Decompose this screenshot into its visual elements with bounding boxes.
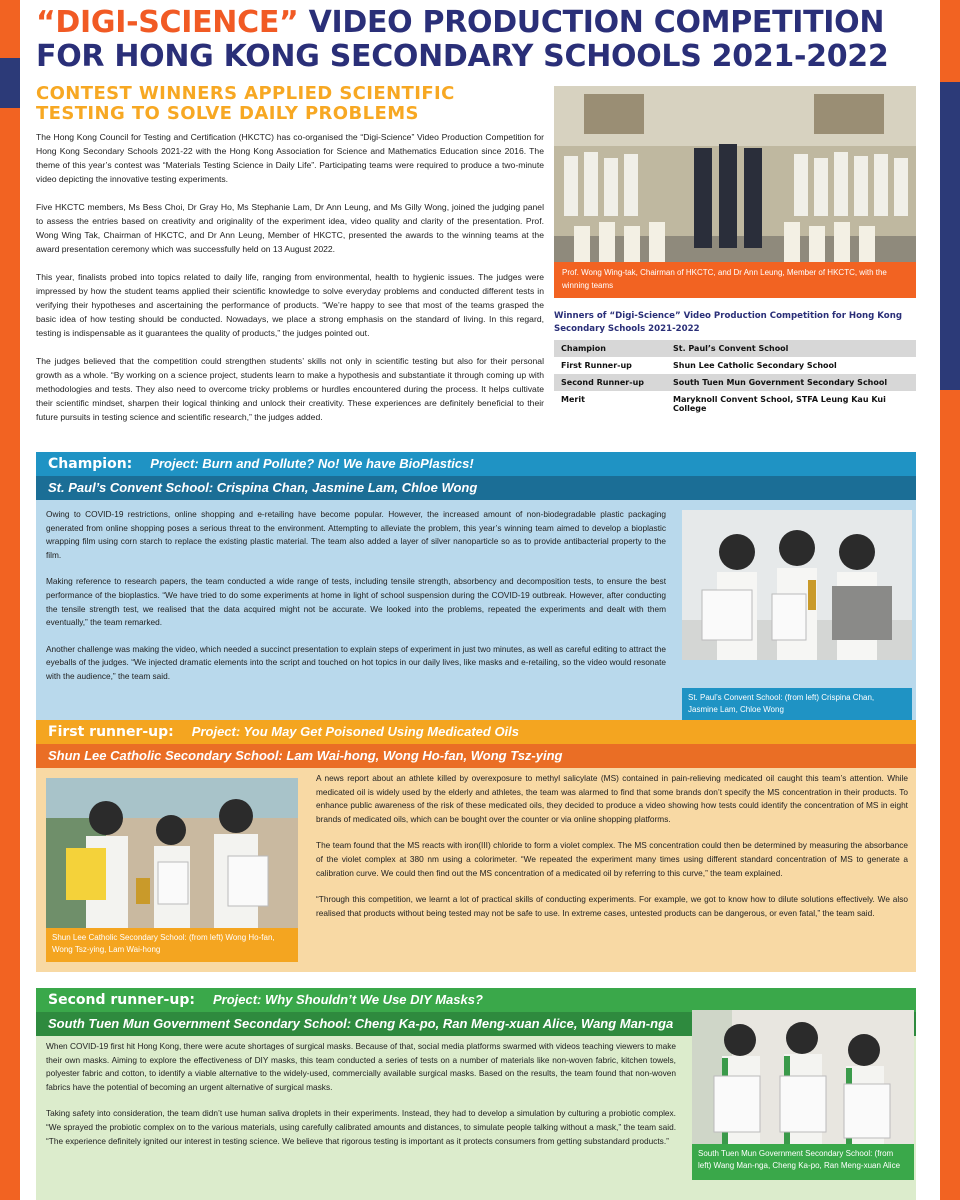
champion-photo-caption: St. Paul’s Convent School: (from left) Crispina Chan, Jasmine Lam, Chloe Wong [682,688,912,724]
award-label: First runner-up: [48,724,174,740]
intro-paragraph: The judges believed that the competition could strengthen students’ skills not only in scientific testing but also for their personal growth as a whole. “By working on a science project, students learn to make a hypothesis and substantiate it through coming up with methodologies and tests. They also need to overcome tricky problems or hurdles encountered during the process. It helps cultivate their scientific mindset, sharpen their logical thinking and unlock their creativity. These experiences are definitely beneficial to their future pursuits in testing science and scientific research,” the judges added. [36,356,544,422]
award-cell: First Runner-up [554,357,666,374]
champion-team-photo [682,510,912,660]
team-names: South Tuen Mun Government Secondary School: Cheng Ka-po, Ran Meng-xuan Alice, Wang Man-nga [36,1012,916,1036]
team-names: St. Paul’s Convent School: Crispina Chan, Jasmine Lam, Chloe Wong [36,476,916,500]
school-cell: St. Paul’s Convent School [666,340,916,357]
first-runner-up-photo-caption: Shun Lee Catholic Secondary School: (from left) Wong Ho-fan, Wong Tsz-ying, Lam Wai-hong [46,928,298,962]
project-title: Project: Why Shouldn’t We Use DIY Masks? [212,992,483,1007]
first-runner-up-section [36,720,916,972]
article-paragraph: The team found that the MS reacts with iron(III) chloride to form a violet complex. The MS concentration could then be determined by measuring the absorbance of the violet complex at 380 nm using a colorimeter. “We repeated the experiment many times using different standard concentration of MS to generate a calibration curve. We could then find out the MS concentration of a medicated oil by referring to this curve,” the team explained. [316,840,908,878]
school-cell: South Tuen Mun Government Secondary School [666,374,916,391]
school-cell: Maryknoll Convent School, STFA Leung Kau Kui College [666,391,916,417]
article-paragraph: Taking safety into consideration, the team didn’t use human saliva droplets in their experiments. Instead, they had to develop a simulation by culturing a probiotic complex. “We sprayed the probiotic complex on to the various materials, using carefully calibrated amounts and distances, to simulate people talking without a mask,” the team said. “The experience definitely ignited our interest in testing science. We believe that rigorous testing is important as it protects consumers from getting substandard products.” [46,1108,676,1146]
champion-article [46,508,666,697]
first-runner-up-header [36,720,916,744]
award-label: Second runner-up: [48,992,195,1008]
first-runner-up-body [36,768,916,972]
intro-paragraph: The Hong Kong Council for Testing and Certification (HKCTC) has co-organised the “Digi-Science” Video Production Competition for Hong Kong Secondary Schools 2021-22 with the Hong Kong Association for Science and Mathematics Education since 2016. The theme of this year’s contest was “Materials Testing Science in Daily Life”. Participating teams were required to produce a two-minute video depicting the innovative testing experiments. [36,132,544,184]
champion-header [36,452,916,476]
article-paragraph: Owing to COVID-19 restrictions, online shopping and e-retailing have become popular. However, the increased amount of non-biodegradable plastic packaging generated from online shopping poses a serious threat to the environment. Attempting to alleviate the problem, this year’s winning team aimed to develop a bioplastic wrapping film using corn starch to replace the existing plastic material. The team also added a layer of silver nanoparticle so as to provide antibacterial property to the film. [46,509,666,560]
right-edge-bar [940,0,960,1200]
article-paragraph: When COVID-19 first hit Hong Kong, there were acute shortages of surgical masks. Because of that, social media platforms swarmed with videos teaching viewers to make their own masks. Aiming to explore the effectiveness of DIY masks, this team conducted a series of tests on a number of materials like non-woven fabric, kitchen towels, polyester fabric and cotton, to identify a viable alternative to the widely-used, commercially available surgical masks. Based on the results, the team found that non-woven fabrics have the potential of becoming an urgent alternative of surgical masks. [46,1041,676,1092]
first-runner-up-article [316,772,908,933]
champion-section [36,452,916,734]
second-runner-up-team-photo [692,1010,914,1144]
second-runner-up-section [36,988,916,1200]
second-runner-up-article [46,1040,676,1161]
table-row [554,340,916,357]
team-names: Shun Lee Catholic Secondary School: Lam Wai-hong, Wong Ho-fan, Wong Tsz-ying [36,744,916,768]
award-label: Champion: [48,456,133,472]
project-title: Project: Burn and Pollute? No! We have BioPlastics! [150,456,474,471]
article-paragraph: “Through this competition, we learnt a lot of practical skills of conducting experiments. For example, we got to know how to dilute solutions effectively. We also realised that products without being tested may not be safe to use. In extreme cases, untested products can be dangerous, or even fatal,” the team said. [316,894,908,918]
project-title: Project: You May Get Poisoned Using Medicated Oils [191,724,520,739]
newsletter-page [26,0,934,1200]
article-paragraph: A news report about an athlete killed by overexposure to methyl salicylate (MS) contained in pain-relieving medicated oil caught this team’s attention. While medicated oil is widely used by the elderly and athletes, the team was alarmed to find that some brands don’t specify the MS concentration in their products. To enhance public awareness of the risk of these medicated oils, they decided to produce a video showing how tests could identify the concentration of MS in eight brands of medicated oils, which can be bought over the counter or via online shopping platforms. [316,773,908,824]
page-subtitle: CONTEST WINNERS APPLIED SCIENTIFIC TESTING TO SOLVE DAILY PROBLEMS [36,83,455,124]
second-runner-up-header [36,988,916,1012]
award-cell: Second Runner-up [554,374,666,391]
intro-article [36,130,544,438]
first-runner-up-team-photo [46,778,298,934]
school-cell: Shun Lee Catholic Secondary School [666,357,916,374]
champion-body [36,500,916,734]
article-paragraph: Making reference to research papers, the team conducted a wide range of tests, including tensile strength, absorbency and decomposition tests, to ensure the best performance of the bioplastics. “We have tried to do some experiments at home in light of school suspension during the COVID-19 outbreak. However, after conducting the tensile strength test, we realised that the data acquired might not be accurate. We looked into the problems, repeated the experiments and dealt with them eventually,” the team remarked. [46,576,666,628]
winners-table [554,340,916,417]
award-cell: Champion [554,340,666,357]
second-runner-up-body [36,1036,916,1200]
intro-paragraph: Five HKCTC members, Ms Bess Choi, Dr Gray Ho, Ms Stephanie Lam, Dr Ann Leung, and Ms Gilly Wong, joined the judging panel to assess the entries based on creativity and originality of the experiment idea, video quality and clarity of the presentation. Prof. Wong Wing Tak, Chairman of HKCTC, and Dr Ann Leung, Member of HKCTC, presented the awards to the winning teams at the award presentation ceremony which was successfully held on 13 August 2022. [36,202,544,254]
table-row [554,374,916,391]
winners-table-title: Winners of “Digi-Science” Video Production Competition for Hong Kong Secondary Schools 2021-2022 [554,311,902,334]
article-paragraph: Another challenge was making the video, which needed a succinct presentation to explain steps of experiment in just two minutes, as well as careful editing to attract the eyeballs of the judges. “We injected dramatic elements into the script and touched on hot topics in our daily lives, like masks and e-retailing, so the video would resonate with the audience,” the team said. [46,643,666,681]
table-row [554,357,916,374]
table-row [554,391,916,417]
award-cell: Merit [554,391,666,417]
second-runner-up-photo-caption: South Tuen Mun Government Secondary School: (from left) Wang Man-nga, Cheng Ka-po, Ran Meng-xuan Alice [692,1144,914,1180]
intro-paragraph: This year, finalists probed into topics related to daily life, ranging from environmental, health to hygienic issues. The judges were impressed by how the student teams applied their scientific knowledge to solve everyday problems and conducted different tests in verifying their hypotheses and ascertaining the performance of products. “We’re happy to see that most of the teams grasped the basic idea of how testing should be conducted. Nowadays, we place a strong emphasis on the standard of living. In this regard, testing is indispensable as it guarantees the quality of products,” the judges pointed out. [36,272,544,338]
page-title: “DIGI-SCIENCE” VIDEO PRODUCTION COMPETITION FOR HONG KONG SECONDARY SCHOOLS 2021-2022 [36,5,889,74]
group-photo-caption: Prof. Wong Wing-tak, Chairman of HKCTC, and Dr Ann Leung, Member of HKCTC, with the winning teams [554,262,916,298]
left-edge-bar [0,0,20,1200]
